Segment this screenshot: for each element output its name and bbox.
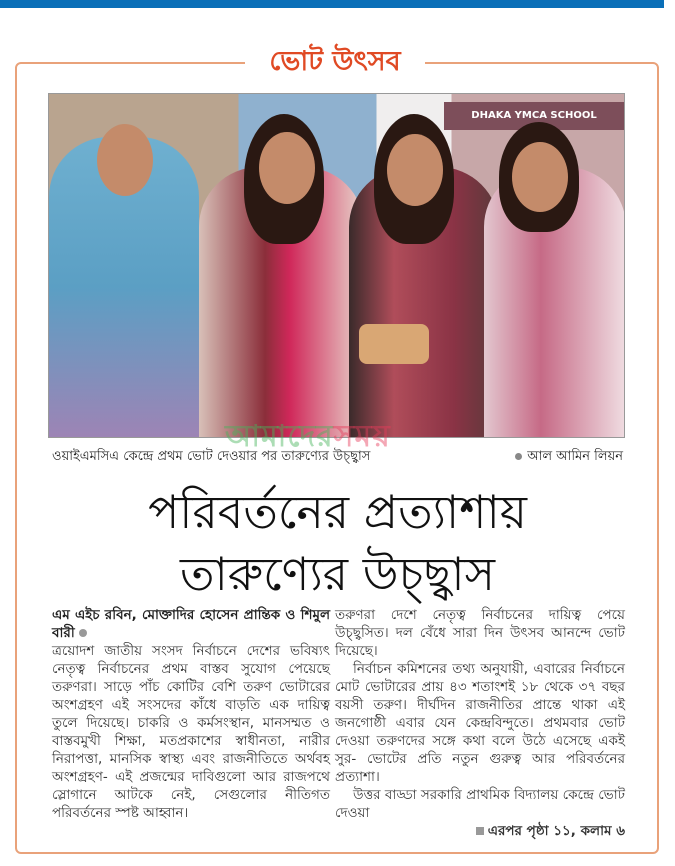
square-bullet-icon: [476, 827, 484, 835]
school-sign: DHAKA YMCA SCHOOL: [444, 102, 624, 130]
face-1: [97, 124, 153, 196]
paragraph-1-continued: তরুণরা দেশে নেতৃত্ব নির্বাচনের দায়িত্ব পেয়ে উচ্ছ্বসিত। দল বেঁধে সারা দিন উৎসব আনন্দে ভোট দিয়েছে।: [335, 607, 625, 659]
face-4: [512, 142, 568, 212]
face-2: [259, 132, 315, 204]
article-photo: [48, 93, 625, 438]
photo-credit: [515, 447, 623, 468]
paragraph-1: ত্রয়োদশ জাতীয় সংসদ নির্বাচনে দেশের ভবিষ্যৎ নেতৃত্ব নির্বাচনের প্রথম বাস্তব সুযোগ পেয়েছে তরুণরা। সাড়ে পাঁচ কোটির বেশি তরুণ ভোটারের অংশগ্রহণ এই সংসদের কাঁধে বাড়তি এক দায়িত্ব তুলে দিয়েছে। চাকরি ও কর্মসংস্থান, মানসম্মত ও বাস্তবমুখী শিক্ষা, মতপ্রকাশের স্বাধীনতা, নারীর নিরাপত্তা, মানসিক স্বাস্থ্য এবং রাজনীতিতে অর্থবহ অংশগ্রহণ- এই প্রজন্মের দাবিগুলো আর রাজপথে স্লোগানে আটকে নেই, সেগুলোর নীতিগত পরিবর্তনের স্পষ্ট আহ্বান।: [52, 643, 330, 821]
byline: [52, 606, 330, 642]
article-column-2: [335, 606, 625, 840]
photo-caption: ওয়াইএমসিএ কেন্দ্রে প্রথম ভোট দেওয়ার পর তারুণ্যের উচ্ছ্বাস: [52, 449, 371, 464]
article-column-1: [52, 606, 330, 822]
headline-line-2: তারুণ্যের উচ্ছ্বাস: [180, 547, 495, 601]
handbag: [359, 324, 429, 364]
bullet-icon: [515, 453, 522, 460]
section-title: ভোট উৎসব: [245, 44, 425, 80]
jump-text: এরপর পৃষ্ঠা ১১, কলাম ৬: [487, 823, 625, 839]
credit-text: আল আমিন লিয়ন: [527, 449, 623, 464]
headline-line-1: পরিবর্তনের প্রত্যাশায়: [148, 485, 527, 539]
watermark: আমাদেরসময়: [225, 419, 391, 454]
byline-text: এম এইচ রবিন, মোক্তাদির হোসেন প্রান্তিক ও শিমুল বারী: [52, 607, 330, 641]
paragraph-3: উত্তর বাড্ডা সরকারি প্রাথমিক বিদ্যালয় কেন্দ্রে ভোট দেওয়া: [335, 787, 625, 821]
face-3: [387, 134, 443, 206]
bullet-icon: [79, 629, 87, 637]
top-color-bar: [0, 0, 664, 8]
paragraph-2: নির্বাচন কমিশনের তথ্য অনুযায়ী, এবারের নির্বাচনে মোট ভোটারের প্রায় ৪৩ শতাংশই ১৮ থেকে ৩৭ বছর বয়সী তরুণ। দীর্ঘদিন রাজনীতির প্রান্তে থাকা এই জনগোষ্ঠী এবার যেন কেন্দ্রবিন্দুতে। প্রথমবার ভোট দেওয়া তরুণদের সঙ্গে কথা বলে উঠে এসেছে একই সুর- ভোটের প্রতি নতুন গুরুত্ব আর পরিবর্তনের প্রত্যাশা।: [335, 661, 625, 785]
